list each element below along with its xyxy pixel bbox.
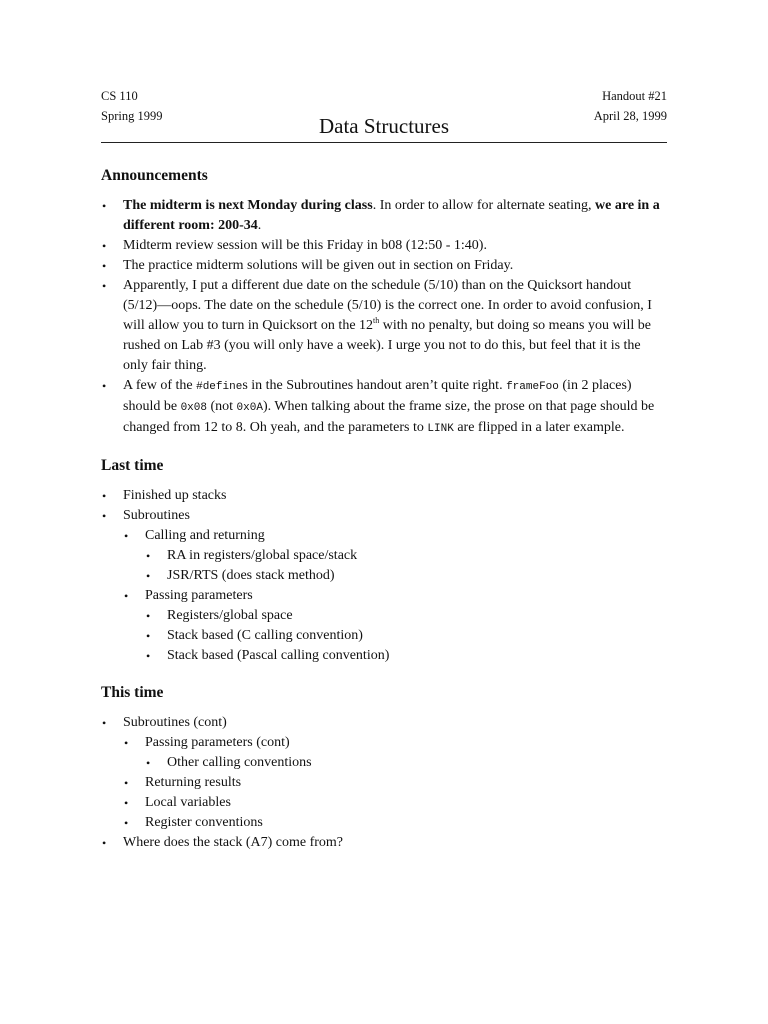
bullet-icon: • [124, 736, 129, 750]
bullet-icon: • [102, 509, 107, 523]
code-text: LINK [427, 423, 454, 435]
text: Finished up stacks [123, 488, 227, 503]
header-left [101, 86, 162, 126]
text: s in the Subroutines handout aren’t quite right. [242, 378, 507, 393]
text: Returning results [145, 775, 242, 790]
handout-page [101, 86, 667, 853]
list-item [145, 566, 667, 586]
code-text: frameFoo [506, 381, 559, 393]
list-item [101, 486, 667, 506]
code-text: 0x08 [180, 402, 207, 414]
list-item [145, 753, 667, 773]
list-item [101, 833, 667, 853]
bullet-icon: • [102, 279, 107, 293]
handout-date: April 28, 1999 [593, 109, 667, 123]
list-item [101, 376, 667, 439]
list-item [123, 526, 667, 586]
text: Other calling conventions [167, 755, 312, 770]
course-number: CS 110 [101, 89, 138, 103]
list-item [101, 713, 667, 833]
bullet-icon: • [124, 529, 129, 543]
text: . In order to allow for alternate seating, [372, 198, 596, 213]
text: (in 2 places) should be [123, 378, 632, 414]
text: The practice midterm solutions will be given out in section on Friday. [123, 258, 514, 273]
announcements-list [101, 196, 667, 439]
bullet-icon: • [102, 259, 107, 273]
bullet-icon: • [124, 589, 129, 603]
list-item [123, 813, 667, 833]
text: with no penalty, but doing so means you will be rushed on Lab #3 (you will only have a week). I urge you not to do this, but feel that it is the only fair thing. [123, 318, 651, 373]
bullet-icon: • [102, 239, 107, 253]
list-item [101, 236, 667, 256]
superscript: th [373, 316, 380, 325]
list-item [145, 606, 667, 626]
sublist [123, 526, 667, 666]
text: Registers/global space [167, 608, 293, 623]
sublist [145, 753, 667, 773]
text: Subroutines [123, 508, 190, 523]
text: are flipped in a later example. [453, 420, 625, 435]
bullet-icon: • [102, 379, 107, 393]
bullet-icon: • [146, 569, 151, 583]
header-right [594, 86, 667, 126]
list-item [101, 276, 667, 376]
text: Subroutines (cont) [123, 715, 227, 730]
sublist [123, 733, 667, 833]
text: ). When talking about the frame size, the prose on that page should be changed from 12 to 8. Oh yeah, and the parameters to [123, 399, 655, 435]
this-time-heading: This time [101, 684, 164, 701]
text: Midterm review session will be this Friday in b08 (12:50 - 1:40). [123, 238, 487, 253]
list-item [101, 256, 667, 276]
text: RA in registers/global space/stack [167, 548, 358, 563]
text: Stack based (C calling convention) [167, 628, 363, 643]
list-item [145, 626, 667, 646]
text: Register conventions [145, 815, 263, 830]
document-title: Data Structures [101, 113, 667, 143]
code-text: #define [196, 381, 243, 393]
list-item [123, 586, 667, 666]
list-item [123, 733, 667, 773]
sublist [145, 546, 667, 586]
this-time-list [101, 713, 667, 853]
text: (not [206, 399, 237, 414]
bullet-icon: • [124, 776, 129, 790]
text: Apparently, I put a different due date on the schedule (5/10) than on the Quicksort handout (5/12)—oops. The date on the schedule (5/10) is the correct one. In order to avoid confusion, I will allow you to turn in Quicksort on the 12 [123, 278, 652, 333]
bullet-icon: • [124, 816, 129, 830]
bold-text: we are in a different room: 200-34 [123, 198, 660, 233]
list-item [123, 773, 667, 793]
text: Local variables [145, 795, 231, 810]
last-time-heading: Last time [101, 457, 164, 474]
handout-number: Handout #21 [602, 89, 667, 103]
list-item [145, 546, 667, 566]
text: . [257, 218, 262, 233]
text: Passing parameters (cont) [145, 735, 290, 750]
bullet-icon: • [102, 836, 107, 850]
bullet-icon: • [146, 609, 151, 623]
bullet-icon: • [102, 489, 107, 503]
text: Stack based (Pascal calling convention) [167, 648, 390, 663]
list-item [145, 646, 667, 666]
bullet-icon: • [146, 629, 151, 643]
bullet-icon: • [146, 649, 151, 663]
bullet-icon: • [102, 716, 107, 730]
bullet-icon: • [124, 796, 129, 810]
list-item [101, 506, 667, 666]
bold-text: The midterm is next Monday during class [123, 198, 373, 213]
announcements-heading: Announcements [101, 167, 208, 184]
text: Passing parameters [145, 588, 253, 603]
text: JSR/RTS (does stack method) [167, 568, 335, 583]
bullet-icon: • [102, 199, 107, 213]
last-time-list [101, 486, 667, 666]
text: Where does the stack (A7) come from? [123, 835, 344, 850]
list-item [123, 793, 667, 813]
bullet-icon: • [146, 549, 151, 563]
term: Spring 1999 [101, 109, 163, 123]
text: A few of the [123, 378, 197, 393]
bullet-icon: • [146, 756, 151, 770]
text: Calling and returning [145, 528, 265, 543]
sublist [145, 606, 667, 666]
code-text: 0x0A [236, 402, 263, 414]
list-item [101, 196, 667, 236]
